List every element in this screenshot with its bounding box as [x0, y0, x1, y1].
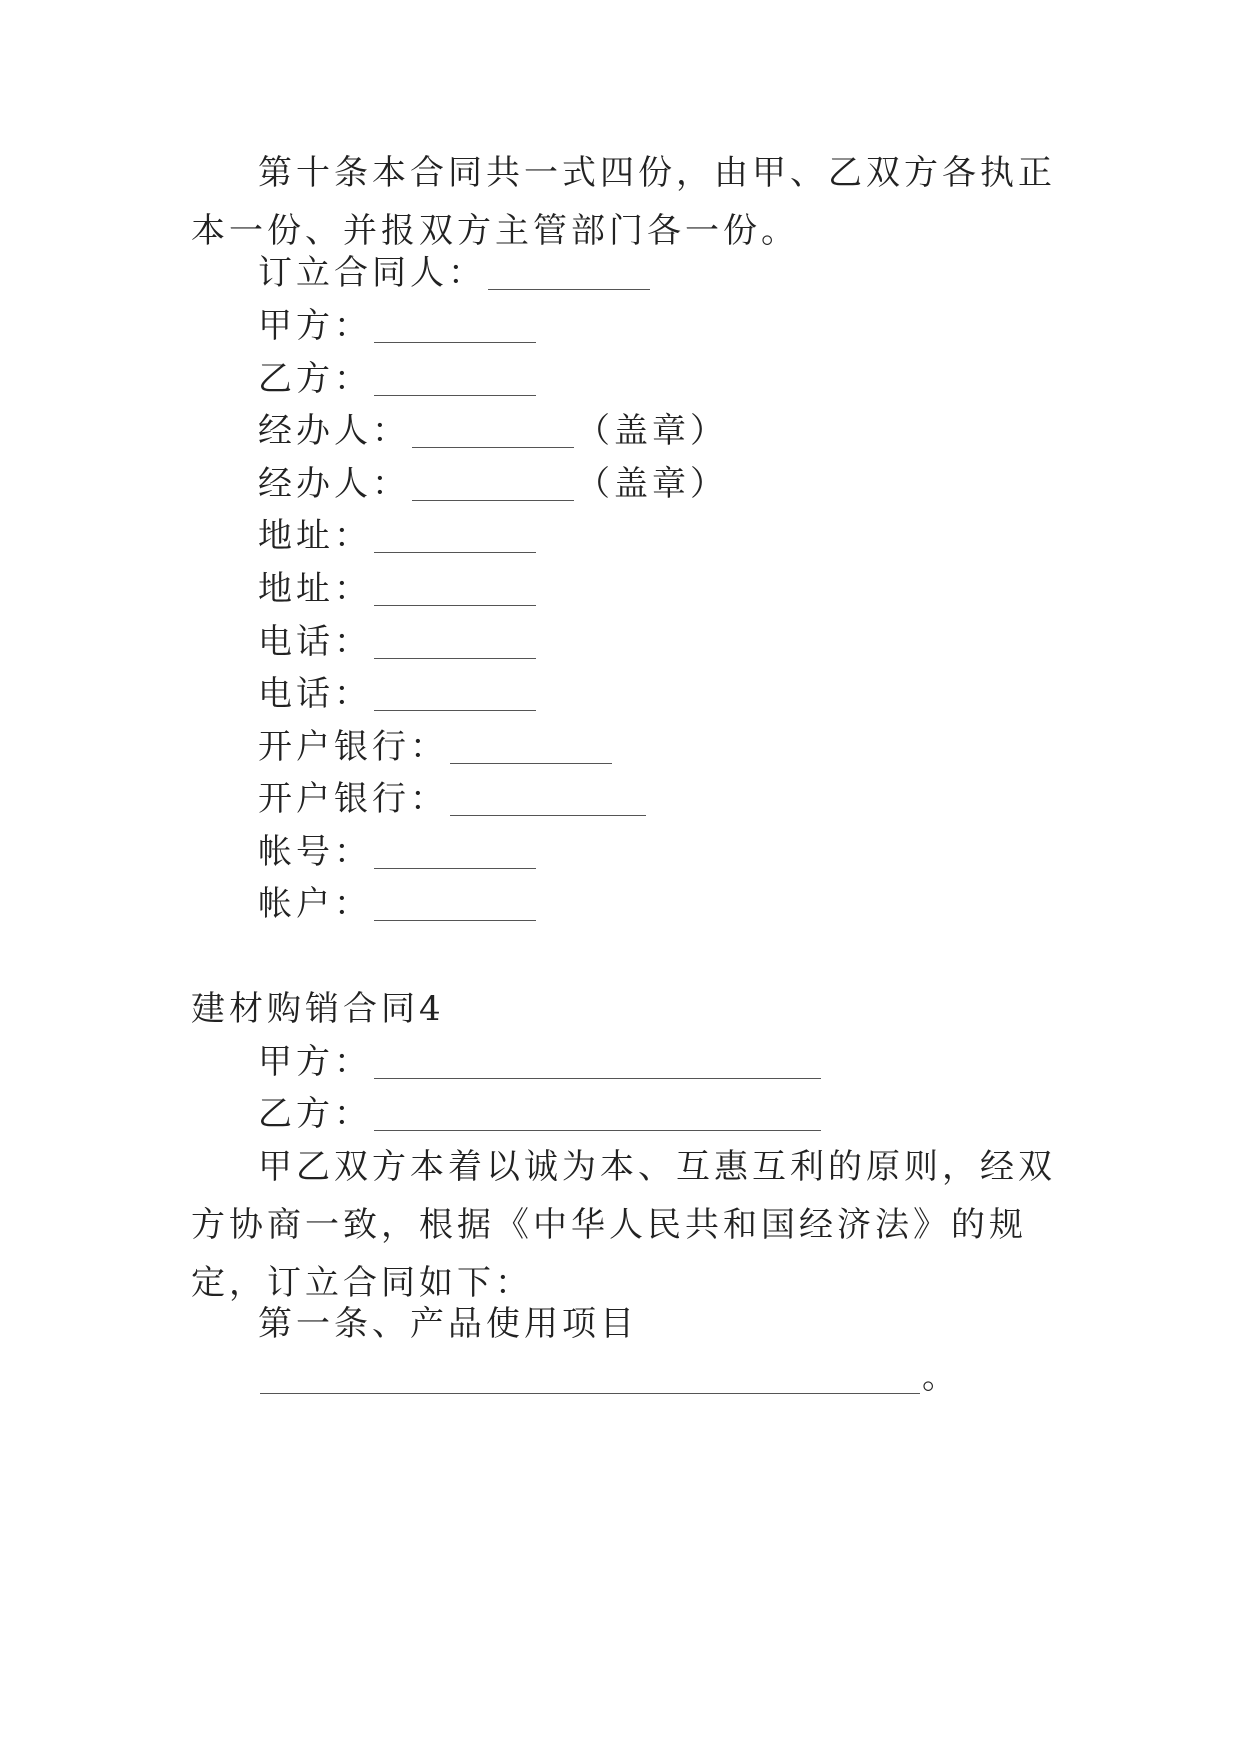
- account-no-label: 帐号：: [258, 832, 372, 872]
- address-line-1: [258, 507, 538, 565]
- contract-4-party-b-label: 乙方：: [258, 1094, 372, 1134]
- agent-label-1: 经办人：: [258, 411, 410, 451]
- phone-blank-2[interactable]: [374, 676, 536, 711]
- phone-label-2: 电话：: [258, 674, 372, 714]
- agent-label-2: 经办人：: [258, 464, 410, 504]
- party-b-blank[interactable]: [374, 361, 536, 396]
- address-label-2: 地址：: [258, 569, 372, 609]
- seal-note-1: （盖章）: [576, 411, 728, 451]
- address-label-1: 地址：: [258, 516, 372, 556]
- contract-4-party-b-line: [258, 1085, 823, 1143]
- agent-blank-1[interactable]: [412, 413, 574, 448]
- account-blank[interactable]: [374, 886, 536, 921]
- contract-4-party-a-blank[interactable]: [374, 1044, 821, 1079]
- bank-label-1: 开户银行：: [258, 727, 448, 767]
- signatory-label: 订立合同人：: [258, 253, 486, 293]
- contract-4-party-b-blank[interactable]: [374, 1096, 821, 1131]
- contract-4-party-a-label: 甲方：: [258, 1042, 372, 1082]
- contract-4-preamble: 甲乙双方本着以诚为本、互惠互利的原则，经双方协商一致，根据《中华人民共和国经济法》的规定，订立合同如下：: [191, 1147, 1056, 1303]
- article-1-fill-line: [258, 1348, 960, 1406]
- agent-line-2: [258, 455, 728, 513]
- address-line-2: [258, 560, 538, 618]
- address-blank-1[interactable]: [374, 518, 536, 553]
- phone-label-1: 电话：: [258, 622, 372, 662]
- party-a-line: [258, 297, 538, 355]
- phone-line-1: [258, 613, 538, 671]
- bank-line-1: [258, 718, 614, 776]
- signatory-blank[interactable]: [488, 255, 650, 290]
- bank-line-2: [258, 770, 648, 828]
- bank-label-2: 开户银行：: [258, 779, 448, 819]
- account-label: 帐户：: [258, 884, 372, 924]
- account-no-blank[interactable]: [374, 834, 536, 869]
- party-b-line: [258, 350, 538, 408]
- agent-line-1: [258, 402, 728, 460]
- contract-4-title: 建材购销合同4: [191, 989, 445, 1029]
- contract-4-party-a-line: [258, 1033, 823, 1091]
- bank-blank-1[interactable]: [450, 729, 612, 764]
- account-no-line: [258, 823, 538, 881]
- article-1-heading: 第一条、产品使用项目: [258, 1304, 638, 1344]
- article-10-paragraph: 第十条本合同共一式四份，由甲、乙双方各执正本一份、并报双方主管部门各一份。: [191, 153, 1056, 251]
- party-a-label: 甲方：: [258, 306, 372, 346]
- phone-line-2: [258, 665, 538, 723]
- party-b-label: 乙方：: [258, 359, 372, 399]
- address-blank-2[interactable]: [374, 571, 536, 606]
- agent-blank-2[interactable]: [412, 466, 574, 501]
- bank-blank-2[interactable]: [450, 781, 646, 816]
- signatory-line: [258, 244, 652, 302]
- account-line: [258, 875, 538, 933]
- article-1-blank[interactable]: [260, 1359, 920, 1394]
- article-1-end-mark: 。: [922, 1357, 960, 1397]
- phone-blank-1[interactable]: [374, 624, 536, 659]
- seal-note-2: （盖章）: [576, 464, 728, 504]
- party-a-blank[interactable]: [374, 308, 536, 343]
